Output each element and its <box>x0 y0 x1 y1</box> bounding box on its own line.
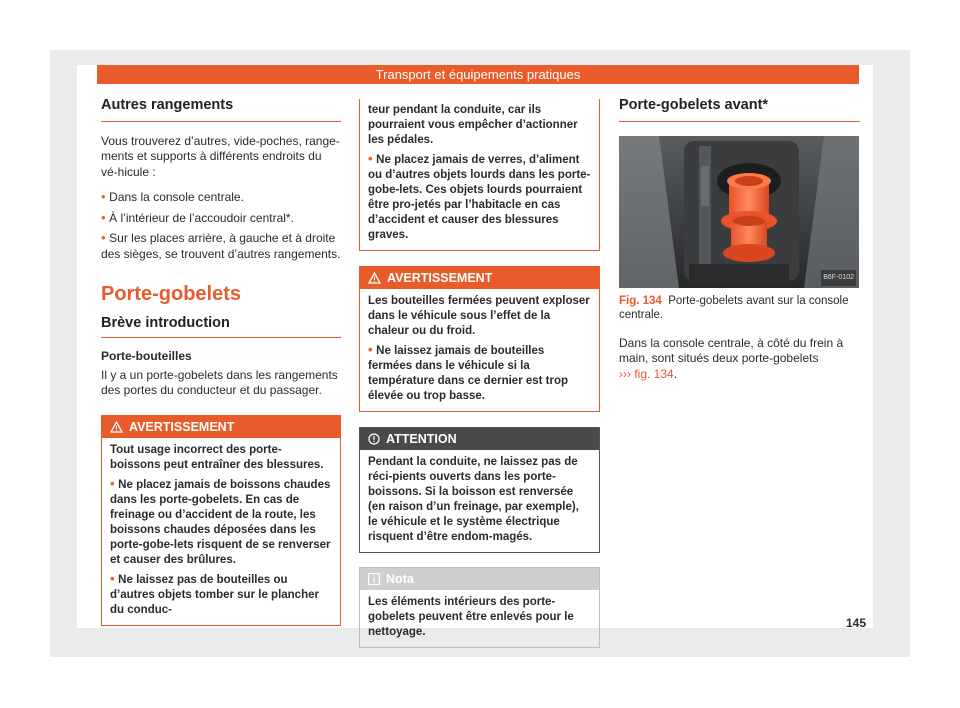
porte-bouteilles-paragraph: Il y a un porte-gobelets dans les rangements des portes du conducteur et du passager. <box>101 367 338 397</box>
warning-box-2 <box>359 266 600 412</box>
info-icon <box>368 570 380 592</box>
bullet-icon: • <box>368 342 377 357</box>
column-3 <box>619 94 860 382</box>
warning-text: Tout usage incorrect des porte-boissons peut entraîner des blessures. <box>110 443 324 471</box>
section-title-porte-gobelets-avant: Porte-gobelets avant* <box>619 98 860 122</box>
warning-box-continued <box>359 99 600 251</box>
cupholder-illustration <box>619 136 859 288</box>
bullet-icon: • <box>368 151 377 166</box>
chapter-title: Porte-gobelets <box>101 283 242 305</box>
bullet-icon: • <box>110 570 119 586</box>
list-item: • Sur les places arrière, à gauche et à droite des sièges, se trouvent d’autres rangements. <box>101 230 341 261</box>
list-item: • Dans la console centrale. <box>101 189 244 204</box>
column-1 <box>101 94 341 626</box>
attention-text: Pendant la conduite, ne laissez pas de réci-pients ouverts dans les porte-boissons. Si la boisson est renversée (en raison d’un freinage, par exemple), le véhicule et le système électrique risquent d’être endom-magés. <box>368 456 579 543</box>
figure-link[interactable]: ››› fig. 134 <box>619 366 674 381</box>
warning-header: AVERTISSEMENT <box>102 416 340 438</box>
list-item: • Ne laissez jamais de bouteilles fermées dans le véhicule si la température dans ce dernier est trop élevée ou trop basse. <box>368 342 569 402</box>
attention-circle-icon <box>368 430 380 452</box>
attention-header: ATTENTION <box>360 428 599 450</box>
cupholder-paragraph: Dans la console centrale, à côté du frein à main, sont situés deux porte-gobelets ››› fig. 134. <box>619 335 844 381</box>
list-item: • Ne laissez pas de bouteilles ou d’autres objets tomber sur le plancher du conduc- <box>110 570 319 616</box>
list-item: • Ne placez jamais de verres, d’aliment ou d’autres objets lourds dans les porte-gobe-lets. Ces objets lourds pourraient être pro-jetés par l’habitacle en cas d’accident et causer des blessures graves. <box>368 151 591 241</box>
nota-header: Nota <box>360 568 599 590</box>
subsection-title: Brève introduction <box>101 316 341 339</box>
bullet-icon: • <box>101 209 110 225</box>
warning-triangle-icon <box>110 418 123 440</box>
attention-box <box>359 427 600 553</box>
list-item: • À l’intérieur de l’accoudoir central*. <box>101 209 294 225</box>
nota-box <box>359 567 600 648</box>
running-header: Transport et équipements pratiques <box>97 65 859 84</box>
warning-triangle-icon <box>368 269 381 291</box>
column-2 <box>359 94 600 648</box>
subhead-porte-bouteilles: Porte-bouteilles <box>101 349 192 363</box>
warning-header: AVERTISSEMENT <box>360 267 599 289</box>
section-title-autres-rangements: Autres rangements <box>101 98 341 122</box>
nota-text: Les éléments intérieurs des porte-gobelets peuvent être enlevés pour le nettoyage. <box>368 596 574 638</box>
warning-box <box>101 415 341 626</box>
cupholder-figure <box>619 136 859 288</box>
warning-continued-text: teur pendant la conduite, car ils pourraient vous empêcher d’actionner les pédales. <box>368 104 578 146</box>
bullet-icon: • <box>101 189 110 204</box>
list-item: • Ne placez jamais de boissons chaudes dans les porte-gobelets. En cas de freinage ou d’accident de la route, les boissons chaudes déposées dans les porte-gobe-lets risquent de se renverser et causer des brûlures. <box>110 475 331 566</box>
warning-text: Les bouteilles fermées peuvent exploser dans le véhicule sous l’effet de la chaleur ou du froid. <box>368 295 590 337</box>
figure-code: B6F-0102 <box>821 270 856 286</box>
page-number: 145 <box>846 616 867 630</box>
intro-paragraph: Vous trouverez d’autres, vide-poches, range-ments et supports à différents endroits du vé-hicule : <box>101 133 340 179</box>
bullet-icon: • <box>110 475 119 491</box>
bullet-icon: • <box>101 230 110 245</box>
figure-caption: Fig. 134 Porte-gobelets avant sur la console centrale. <box>619 294 849 321</box>
